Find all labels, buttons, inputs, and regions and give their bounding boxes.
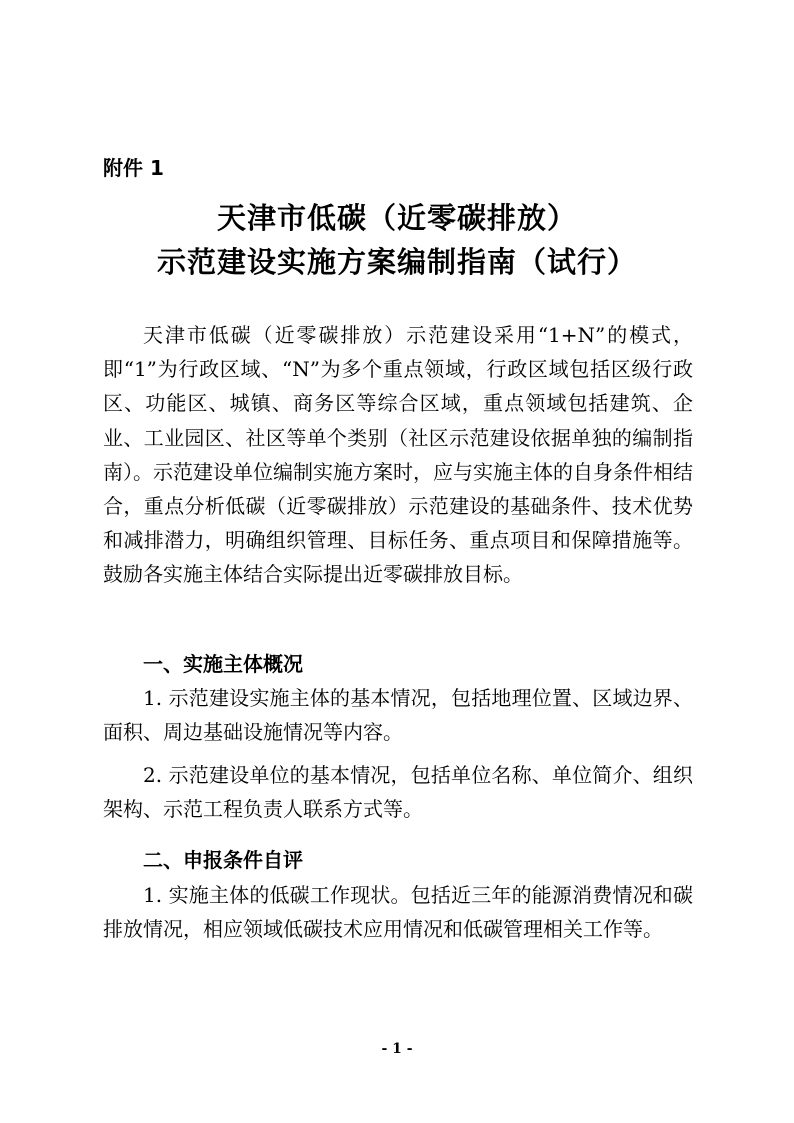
attachment-label: 附件 1 bbox=[103, 156, 164, 180]
section-heading-overview: 一、实施主体概况 bbox=[143, 652, 303, 676]
document-title-line1: 天津市低碳（近零碳排放） bbox=[216, 201, 577, 235]
section2-item1: 1. 实施主体的低碳工作现状。包括近三年的能源消费情况和碳排放情况，相应领域低碳技术应用情况和低碳管理相关工作等。 bbox=[103, 883, 693, 942]
section1-item1: 1. 示范建设实施主体的基本情况，包括地理位置、区域边界、面积、周边基础设施情况等内容。 bbox=[103, 686, 693, 745]
section1-item2: 2. 示范建设单位的基本情况，包括单位名称、单位简介、组织架构、示范工程负责人联系方式等。 bbox=[103, 763, 693, 822]
section-heading-self-assessment: 二、申报条件自评 bbox=[143, 848, 303, 872]
intro-paragraph: 天津市低碳（近零碳排放）示范建设采用“1+N”的模式，即“1”为行政区域、“N”为多个重点领域，行政区域包括区级行政区、功能区、城镇、商务区等综合区域，重点领域包括建筑、企业、工业园区、社区等单个类别（社区示范建设依据单独的编制指南）。示范建设单位编制实施方案时，应与实施主体的自身条件相结合，重点分析低碳（近零碳排放）示范建设的基础条件、技术优势和减排潜力，明确组织管理、目标任务、重点项目和保障措施等。鼓励各实施主体结合实际提出近零碳排放目标。 bbox=[103, 323, 693, 587]
page-number: - 1 - bbox=[381, 1041, 413, 1057]
document-title-line2: 示范建设实施方案编制指南（试行） bbox=[156, 245, 637, 279]
